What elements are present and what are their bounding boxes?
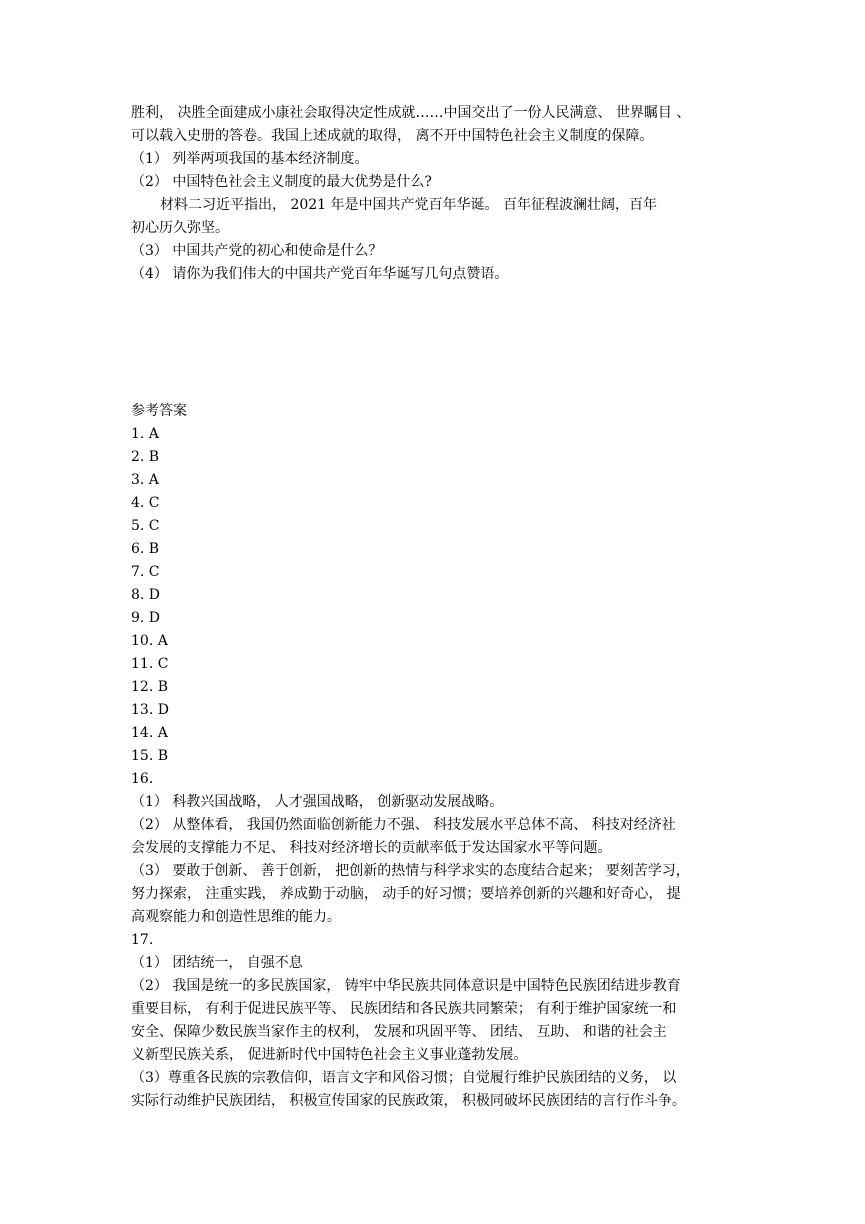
answer-item: 1. A	[131, 426, 159, 442]
answer-16-line: 努力探索， 注重实践， 养成勤于动脑， 动手的好习惯；要培养创新的兴趣和好奇心， 提	[131, 886, 681, 902]
answer-item: 5. C	[131, 518, 160, 534]
answer-item: 3. A	[131, 472, 159, 488]
answer-item: 11. C	[131, 656, 169, 672]
answer-item: 2. B	[131, 449, 160, 465]
answer-item: 6. B	[131, 541, 160, 557]
answer-16-line: （1） 科教兴国战略， 人才强国战略， 创新驱动发展战略。	[131, 794, 504, 810]
answer-17-line: 安全、保障少数民族当家作主的权利， 发展和巩固平等、 团结、 互助、 和谐的社会主	[131, 1024, 667, 1040]
answer-item: 10. A	[131, 633, 168, 649]
answer-16-number: 16.	[131, 771, 154, 787]
answer-17-line: （1） 团结统一， 自强不息	[131, 955, 303, 971]
answer-16-line: 高观察能力和创造性思维的能力。	[131, 909, 341, 925]
answer-item: 8. D	[131, 587, 161, 603]
question-text-line: 胜利， 决胜全面建成小康社会取得决定性成就……中国交出了一份人民满意、 世界瞩目 、	[131, 105, 691, 121]
answer-item: 12. B	[131, 679, 169, 695]
answer-17-number: 17.	[131, 932, 154, 948]
answers-heading: 参考答案	[131, 403, 187, 419]
answer-item: 13. D	[131, 702, 169, 718]
question-text-line: 可以载入史册的答卷。我国上述成就的取得， 离不开中国特色社会主义制度的保障。	[131, 128, 654, 144]
answer-17-line: 重要目标， 有利于促进民族平等、 民族团结和各民族共同繁荣； 有利于维护国家统一和	[131, 1001, 677, 1017]
answer-16-line: 会发展的支撑能力不足、 科技对经济增长的贡献率低于发达国家水平等问题。	[131, 840, 612, 856]
answer-17-line: （2） 我国是统一的多民族国家， 铸牢中华民族共同体意识是中国特色民族团结进步教育	[131, 978, 681, 994]
answer-17-line: 义新型民族关系， 促进新时代中国特色社会主义事业蓬勃发展。	[131, 1047, 528, 1063]
answer-item: 7. C	[131, 564, 160, 580]
answer-17-line: 实际行动维护民族团结， 积极宣传国家的民族政策， 积极同破坏民族团结的言行作斗争。	[131, 1093, 686, 1109]
sub-question-1: （1） 列举两项我国的基本经济制度。	[131, 151, 369, 167]
answer-17-line: （3）尊重各民族的宗教信仰，语言文字和风俗习惯；自觉履行维护民族团结的义务， 以	[131, 1070, 677, 1086]
answer-item: 14. A	[131, 725, 168, 741]
material-two-text-continued: 初心历久弥坚。	[131, 220, 229, 236]
answer-16-line: （2） 从整体看， 我国仍然面临创新能力不强、 科技发展水平总体不高、 科技对经济社	[131, 817, 676, 833]
sub-question-3: （3） 中国共产党的初心和使命是什么？	[131, 243, 383, 259]
answer-item: 9. D	[131, 610, 161, 626]
material-two-text: 材料二习近平指出， 2021 年是中国共产党百年华诞。 百年征程波澜壮阔，百年	[160, 197, 657, 213]
answer-item: 4. C	[131, 495, 160, 511]
answer-item: 15. B	[131, 748, 169, 764]
sub-question-2: （2） 中国特色社会主义制度的最大优势是什么?	[131, 174, 432, 190]
sub-question-4: （4） 请你为我们伟大的中国共产党百年华诞写几句点赞语。	[131, 266, 509, 282]
answer-16-line: （3） 要敢于创新、 善于创新， 把创新的热情与科学求实的态度结合起来； 要刻苦学习，	[131, 863, 690, 879]
